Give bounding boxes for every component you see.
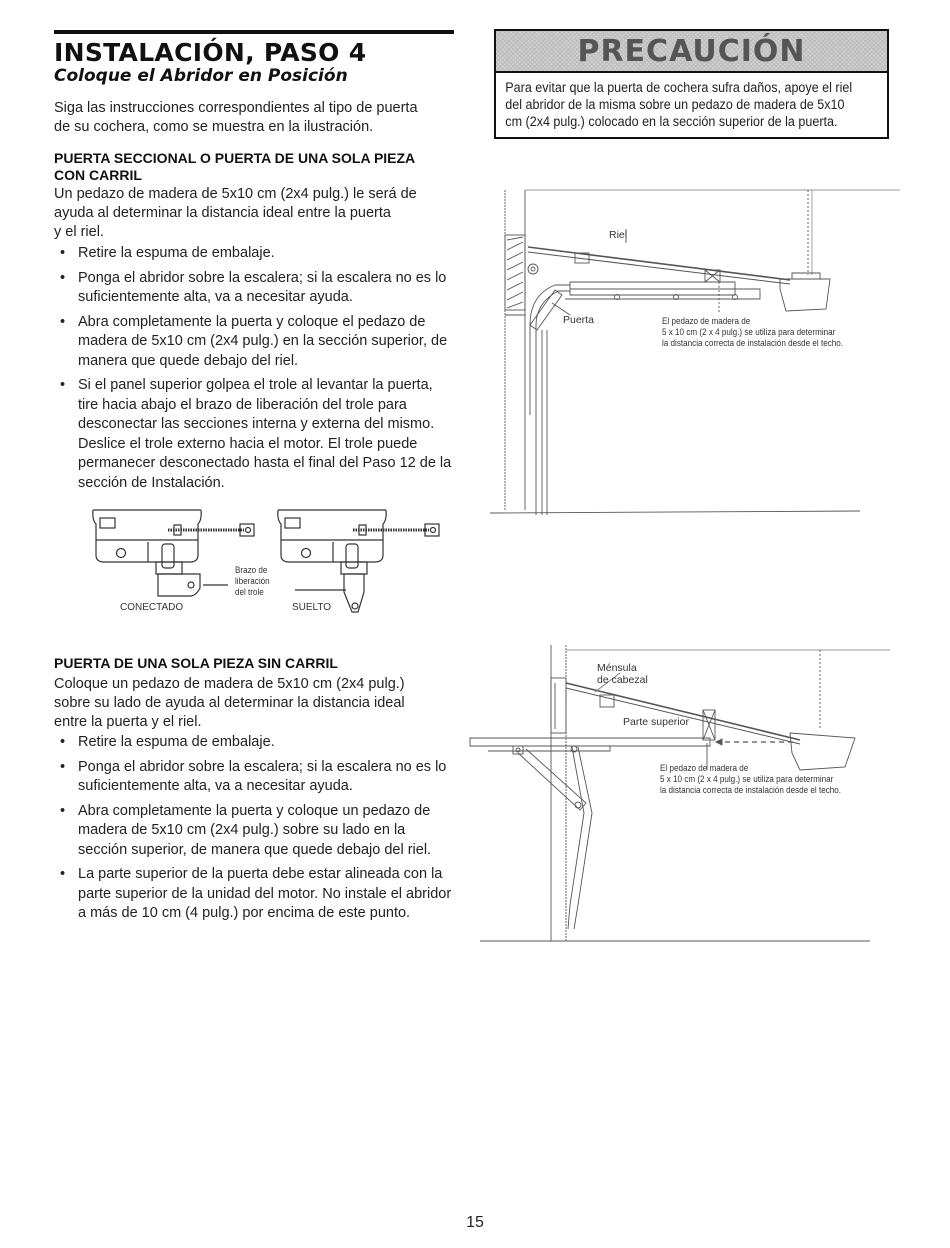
section2-heading: PUERTA DE UNA SOLA PIEZA SIN CARRIL [54,655,338,671]
bullet-item: • Retire la espuma de embalaje. [54,244,454,264]
bullet-item: • Abra completamente la puerta y coloque un pedazo de madera de 5x10 cm (2x4 pulg.) sobre su lado en la sección superior, de manera que quede debajo del riel. [54,802,454,861]
section1-heading [54,150,464,184]
label-line: de cabezal [597,674,648,686]
caution-title: PRECAUCIÓN [577,33,806,69]
label-line: Ménsula [597,662,637,674]
released-label: SUELTO [292,602,332,613]
sectional-door-diagram [490,185,910,515]
bullet-item: • La parte superior de la puerta debe estar alineada con la parte superior de la unidad del motor. No instale el abridor a más de 10 cm (4 pulg.) por encima de este punto. [54,865,454,924]
door-label: Puerta [563,314,594,326]
label-line: Brazo de [235,565,268,575]
page-subtitle: Coloque el Abridor en Posición [54,66,348,86]
title-rule [54,30,454,34]
section2-intro [54,675,464,732]
caution-line: del abridor de la misma sobre un pedazo de madera de 5x10 [505,97,845,112]
note-line: la distancia correcta de instalación desde el techo. [660,785,842,795]
heading-line: CON CARRIL [54,167,142,183]
heading-line: PUERTA SECCIONAL O PUERTA DE UNA SOLA PIEZA [54,150,416,166]
header-bracket-label [597,662,648,686]
note-line: la distancia correcta de instalación desde el techo. [662,338,844,348]
caution-line: cm (2x4 pulg.) colocado en la sección superior de la puerta. [505,114,838,129]
top-part-label: Parte superior [623,716,689,728]
intro-line: sobre su lado de ayuda al determinar la distancia ideal [54,695,405,711]
note-line: 5 x 10 cm (2 x 4 pulg.) se utiliza para determinar [660,774,834,784]
note-line: El pedazo de madera de [660,763,749,773]
page-number: 15 [466,1214,484,1231]
section1-intro [54,185,464,242]
bullet-item: • Si el panel superior golpea el trole al levantar la puerta, tire hacia abajo el brazo de liberación del trole para desconectar las secciones interna y externa del mismo. Deslice el trole externo hacia el motor. El trole puede permanecer desconectado hasta el final del Paso 12 de la sección de Instalación. [54,376,454,493]
caution-line: Para evitar que la puerta de cochera sufra daños, apoye el riel [505,80,853,95]
rail-label: Riel [609,229,628,241]
connected-label: CONECTADO [120,602,184,613]
caution-box [494,29,889,139]
caution-banner [496,31,887,73]
note-line: 5 x 10 cm (2 x 4 pulg.) se utiliza para determinar [662,327,836,337]
intro-line: entre la puerta y el riel. [54,714,202,730]
section2-bullets [54,733,454,929]
wood-note-1 [662,316,843,349]
wood-note-2 [660,763,841,796]
label-line: liberación [235,576,270,586]
release-arm-label [235,565,270,598]
page-title: INSTALACIÓN, PASO 4 [54,38,367,67]
section1-bullets [54,244,454,498]
caution-text [496,73,885,130]
intro-paragraph [54,99,454,137]
intro-line: ayuda al determinar la distancia ideal entre la puerta [54,205,391,221]
intro-line: de su cochera, como se muestra en la ilustración. [54,119,374,135]
intro-line: Un pedazo de madera de 5x10 cm (2x4 pulg.) le será de [54,186,417,202]
bullet-item: • Retire la espuma de embalaje. [54,733,454,753]
bullet-item: • Abra completamente la puerta y coloque el pedazo de madera de 5x10 cm (2x4 pulg.) en la sección superior, de manera que quede debajo del riel. [54,313,454,372]
bullet-item: • Ponga el abridor sobre la escalera; si la escalera no es lo suficientemente alta, va a necesitar ayuda. [54,758,454,797]
intro-line: Siga las instrucciones correspondientes al tipo de puerta [54,100,418,116]
intro-line: y el riel. [54,224,104,240]
intro-line: Coloque un pedazo de madera de 5x10 cm (2x4 pulg.) [54,676,405,692]
bullet-item: • Ponga el abridor sobre la escalera; si la escalera no es lo suficientemente alta, va a necesitar ayuda. [54,269,454,308]
note-line: El pedazo de madera de [662,316,751,326]
label-line: del trole [235,587,264,597]
